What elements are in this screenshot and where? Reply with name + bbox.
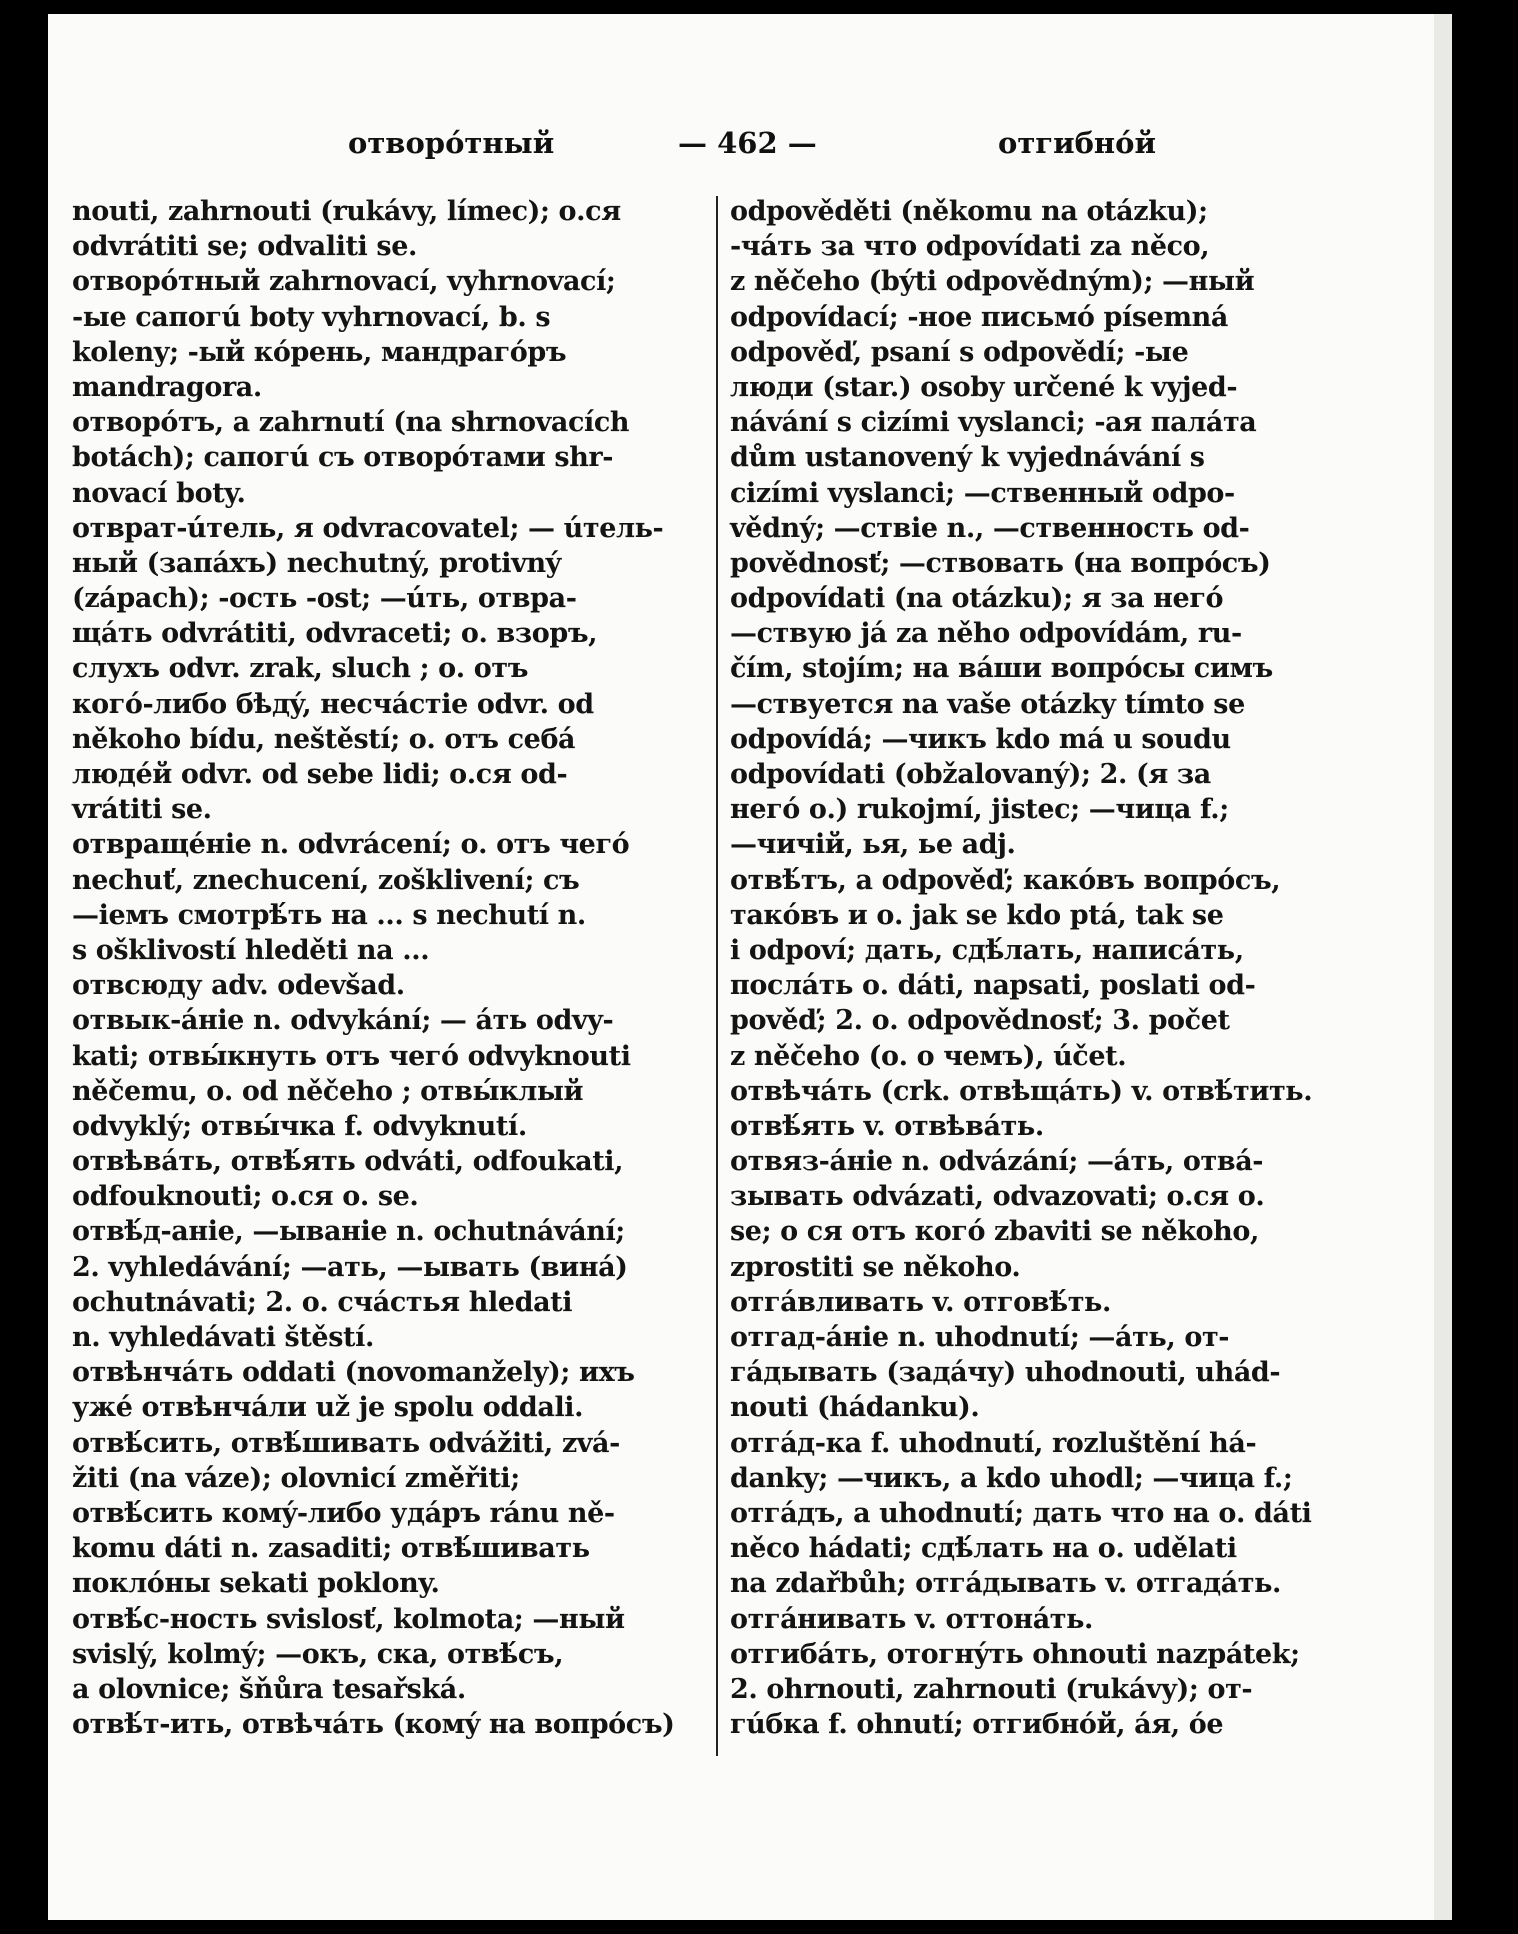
text-line: koleny; -ый кóрень, мандрагóръ (72, 336, 567, 368)
text-line: отворóтный zahrnovací, vyhrnovací; (72, 266, 616, 298)
text-line: ochutnávati; 2. о. счáстья hledati (72, 1286, 573, 1318)
text-line: zprostiti se někoho. (730, 1251, 1021, 1283)
text-line: odpověď, psaní s odpovědí; -ые (730, 336, 1189, 368)
text-line: z něčeho (býti odpovědným); —ный (730, 266, 1255, 298)
page-header (48, 126, 1434, 176)
text-line: гúбка f. ohnutí; отгибнóй, áя, óе (730, 1709, 1224, 1741)
text-line: kati; отвы́кнуть отъ чегó odvyknouti (72, 1040, 631, 1072)
text-line: 2. vyhledávání; —ать, —ывать (винá) (72, 1251, 628, 1283)
text-line: —чичій, ья, ье adj. (730, 829, 1016, 861)
text-line: nechuť, znechucení, zošklivení; съ (72, 864, 580, 896)
text-line: čím, stojím; на вáши вопрóсы симъ (730, 653, 1273, 685)
text-line: отвѣнчáть oddati (novomanžely); ихъ (72, 1357, 635, 1389)
text-line: отвѣ́сить комý-либо удáръ ránu ně- (72, 1497, 615, 1529)
text-line: отгибáть, отогнýть ohnouti nazpátek; (730, 1638, 1300, 1670)
text-line: a olovnice; šňůra tesařská. (72, 1673, 466, 1705)
text-line: i odpoví; дать, сдѣ́лать, написáть, (730, 934, 1244, 966)
text-line: отвѣ́тъ, a odpověď; какóвъ вопрóсъ, (730, 864, 1281, 896)
text-line: отвѣвáть, отвѣ́ять odváti, odfoukati, (72, 1146, 624, 1178)
text-line: -чáть за что odpovídati za něco, (730, 231, 1210, 263)
text-line: —іемъ смотрѣ́ть на ... s nechutí n. (72, 899, 586, 931)
text-line: отврат-úтель, я odvracovatel; — úтель- (72, 512, 664, 544)
text-line: botách); сапогú съ отворóтами shr- (72, 442, 614, 474)
left-headword: отворóтный (348, 126, 555, 160)
text-line: отвяз-áніе n. odvázání; —áть, отвá- (730, 1146, 1264, 1178)
text-line: отгáнивать v. оттонáть. (730, 1603, 1094, 1635)
text-line: —ствуется na vaše otázky tímto se (730, 688, 1245, 720)
text-line: (zápach); -ость -ost; —úть, отвра- (72, 583, 577, 615)
text-line: žiti (na váze); olovnicí změřiti; (72, 1462, 520, 1494)
text-line: когó-либо бѣдý, несчáстіе odvr. od (72, 688, 594, 720)
text-line: люди (star.) osoby určené k vyjed- (730, 371, 1238, 403)
text-line: отгáд-ка f. uhodnutí, rozluštění há- (730, 1427, 1257, 1459)
text-line: щáть odvrátiti, odvraceti; о. взоръ, (72, 618, 598, 650)
text-line: слухъ odvr. zrak, sluch ; о. отъ (72, 653, 529, 685)
text-line: отгад-áніе n. uhodnutí; —áть, от- (730, 1322, 1230, 1353)
text-line: návání s cizími vyslanci; -ая палáта (730, 407, 1257, 439)
text-line: někoho bídu, neštěstí; о. отъ себá (72, 723, 576, 755)
text-line: svislý, kolmý; —окъ, ска, отвѣ́съ, (72, 1638, 564, 1670)
text-line: danky; —чикъ, a kdo uhodl; —чица f.; (730, 1462, 1293, 1494)
right-column (730, 194, 1380, 1742)
text-line: s ošklivostí hleděti na ... (72, 934, 430, 966)
text-line: отвѣ́ять v. отвѣвáть. (730, 1110, 1044, 1142)
text-line: негó о.) rukojmí, jistec; —чица f.; (730, 794, 1229, 826)
text-line: odvyklý; отвы́чка f. odvyknutí. (72, 1110, 527, 1142)
text-line: na zdařbůh; отгáдывать v. отгадáть. (730, 1568, 1282, 1600)
text-line: komu dáti n. zasaditi; отвѣ́шивать (72, 1533, 590, 1565)
text-line: novací boty. (72, 477, 246, 509)
text-line: людéй odvr. od sebe lidi; о.ся od- (72, 759, 568, 790)
text-line: отвѣ́д-аніе, —ываніе n. ochutnávání; (72, 1216, 625, 1248)
text-line: зывать odvázati, odvazovati; о.ся о. (730, 1181, 1265, 1213)
text-line: n. vyhledávati štěstí. (72, 1322, 374, 1353)
page-number: — 462 — (678, 126, 817, 160)
text-line: отгáдъ, a uhodnutí; дать что на о. dáti (730, 1497, 1312, 1529)
text-line: pověď; 2. о. odpovědnosť; 3. počet (730, 1005, 1230, 1037)
text-line: отвѣ́с-ность svislosť, kolmota; —ный (72, 1603, 625, 1635)
text-line: dům ustanovený k vyjednávání s (730, 442, 1205, 474)
text-line: -ые сапогú boty vyhrnovací, b. s (72, 301, 551, 333)
text-line: nouti, zahrnouti (rukávy, límec); о.ся (72, 196, 621, 227)
text-line: отгáвливать v. отговѣ́ть. (730, 1286, 1111, 1318)
text-line: mandragora. (72, 371, 262, 403)
text-line: такóвъ и о. jak se kdo ptá, tak se (730, 899, 1224, 931)
text-line: odpovídati (obžalovaný); 2. (я за (730, 759, 1211, 790)
page-edge (1434, 14, 1452, 1920)
text-line: z něčeho (о. о чемъ), účet. (730, 1040, 1127, 1072)
text-line: ный (запáхъ) nechutný, protivný (72, 547, 561, 579)
text-line: se; о ся отъ когó zbaviti se někoho, (730, 1216, 1259, 1248)
text-line: послáть о. dáti, napsati, poslati od- (730, 970, 1256, 1002)
text-line: něco hádati; сдѣ́лать на о. udělati (730, 1533, 1237, 1565)
text-line: odpovídá; —чикъ kdo má u soudu (730, 723, 1231, 755)
text-line: —ствую já za něho odpovídám, ru- (730, 618, 1242, 650)
text-line: отвѣчáть (crk. отвѣщáть) v. отвѣ́тить. (730, 1075, 1313, 1107)
text-line: гáдывать (задáчу) uhodnouti, uhád- (730, 1357, 1281, 1389)
right-headword: отгибнóй (998, 126, 1157, 160)
text-line: odfouknouti; о.ся о. se. (72, 1181, 419, 1213)
left-column (72, 194, 732, 1742)
text-line: něčemu, о. od něčeho ; отвы́клый (72, 1075, 584, 1107)
text-line: отвѣ́т-ить, отвѣчáть (комý на вопрóсъ) (72, 1709, 675, 1741)
text-line: nouti (hádanku). (730, 1392, 980, 1424)
text-line: odpověděti (někomu na otázku); (730, 196, 1208, 227)
text-line: отвѣ́сить, отвѣ́шивать odvážiti, zvá- (72, 1427, 620, 1459)
text-line: отворóтъ, a zahrnutí (na shrnovacích (72, 407, 630, 439)
text-line: cizími vyslanci; —ственный odpo- (730, 477, 1235, 509)
text-line: ужé отвѣнчáли už je spolu oddali. (72, 1392, 584, 1424)
text-line: odpovídati (na otázku); я за негó (730, 583, 1224, 615)
text-line: povědnosť; —ствовать (на вопрóсъ) (730, 547, 1271, 579)
text-line: отвращéніе n. odvrácení; о. отъ чегó (72, 829, 630, 861)
text-line: vědný; —ствіе n., —ственность od- (730, 512, 1250, 544)
text-line: odvrátiti se; odvaliti se. (72, 231, 417, 263)
text-line: поклóны sekati poklony. (72, 1568, 440, 1600)
text-line: 2. ohrnouti, zahrnouti (rukávy); от- (730, 1673, 1253, 1705)
text-line: vrátiti se. (72, 794, 212, 826)
text-line: odpovídací; -ное письмó písemná (730, 301, 1228, 333)
text-line: отвык-áніе n. odvykání; — áть odvy- (72, 1005, 614, 1037)
text-line: отвсюду adv. odevšad. (72, 970, 405, 1002)
